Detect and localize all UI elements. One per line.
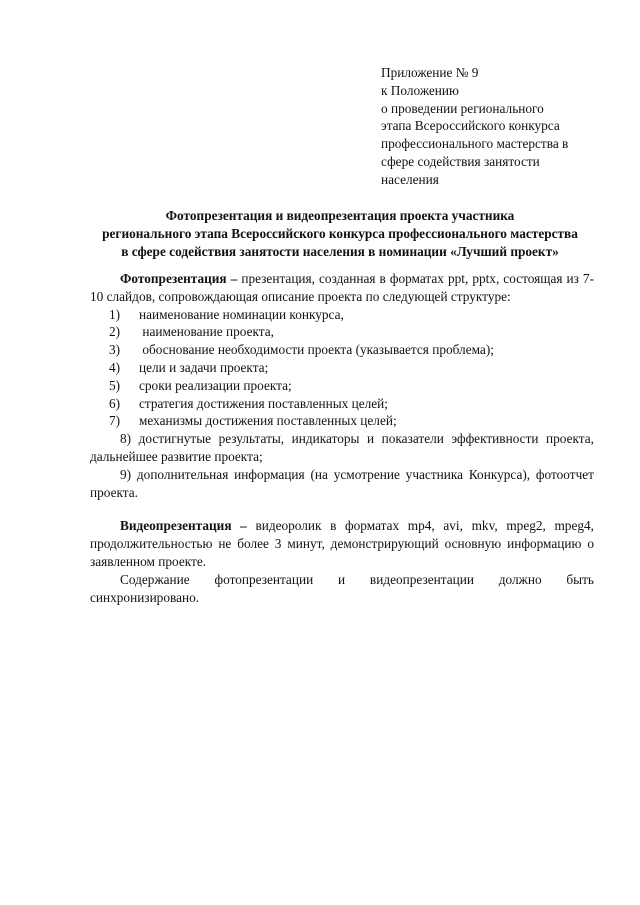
list-item-text: наименование проекта,: [139, 324, 274, 340]
list-item: [90, 323, 594, 341]
list-item-number: 5): [109, 377, 121, 393]
appendix-line: профессионального мастерства в: [381, 136, 569, 152]
list-item-text: стратегия достижения поставленных целей;: [139, 395, 388, 411]
list-item-text: механизмы достижения поставленных целей;: [139, 413, 397, 429]
appendix-line: сфере содействия занятости: [381, 153, 540, 169]
list-item: [90, 341, 594, 359]
appendix-line: к Положению: [381, 82, 459, 98]
list-item-8: 8) достигнутые результаты, индикаторы и показатели эффективности проекта, дальнейшее развитие проекта;: [90, 431, 594, 464]
sync-paragraph-line-1: Содержание фотопрезентации и видеопрезентации должно быть: [120, 571, 594, 587]
structure-list: [90, 306, 594, 502]
list-item-text: обоснование необходимости проекта (указывается проблема);: [139, 342, 494, 358]
appendix-line: о проведении регионального: [381, 100, 544, 116]
title-line: регионального этапа Всероссийского конкурса профессионального мастерства: [102, 225, 578, 241]
video-lead: Видеопрезентация –: [120, 518, 247, 534]
list-item-text: наименование номинации конкурса,: [139, 306, 344, 322]
list-item: [90, 395, 594, 413]
appendix-line: этапа Всероссийского конкурса: [381, 118, 560, 134]
title-line: Фотопрезентация и видеопрезентация проекта участника: [165, 208, 515, 223]
list-item-number: 4): [109, 359, 121, 375]
document-body: [90, 270, 594, 606]
list-item-9: 9) дополнительная информация (на усмотрение участника Конкурса), фотоотчет проекта.: [90, 466, 594, 500]
photo-text: презентация, созданная в форматах ppt, pptx, состоящая из 7-10 слайдов, сопровождающая описание проекта по следующей структуре:: [90, 271, 594, 304]
list-item-number: 7): [109, 413, 121, 429]
list-item: [90, 377, 594, 395]
video-text: видеоролик в форматах mp4, avi, mkv, mpeg2, mpeg4, продолжительностью не более 3 минут, демонстрирующий основную информацию о заявленном проекте.: [90, 518, 594, 569]
title-line: в сфере содействия занятости населения в номинации «Лучший проект»: [121, 243, 559, 259]
appendix-line: Приложение № 9: [381, 65, 479, 80]
list-item-number: 2): [109, 324, 121, 340]
list-item: [90, 359, 594, 377]
appendix-line: населения: [381, 171, 439, 187]
sync-paragraph-line-2: синхронизировано.: [90, 589, 200, 605]
list-item-number: 3): [109, 342, 121, 358]
video-paragraph: [90, 517, 594, 570]
list-item-text: сроки реализации проекта;: [139, 377, 292, 393]
list-item-number: 1): [109, 306, 121, 322]
paragraph-gap: [90, 501, 594, 517]
list-item: [90, 306, 594, 324]
photo-paragraph: [90, 270, 594, 306]
photo-lead: Фотопрезентация –: [120, 271, 238, 286]
document-title: [70, 207, 610, 260]
list-item-text: цели и задачи проекта;: [139, 359, 269, 375]
list-item: [90, 412, 594, 430]
appendix-block: [381, 64, 621, 189]
list-item-number: 6): [109, 395, 121, 411]
